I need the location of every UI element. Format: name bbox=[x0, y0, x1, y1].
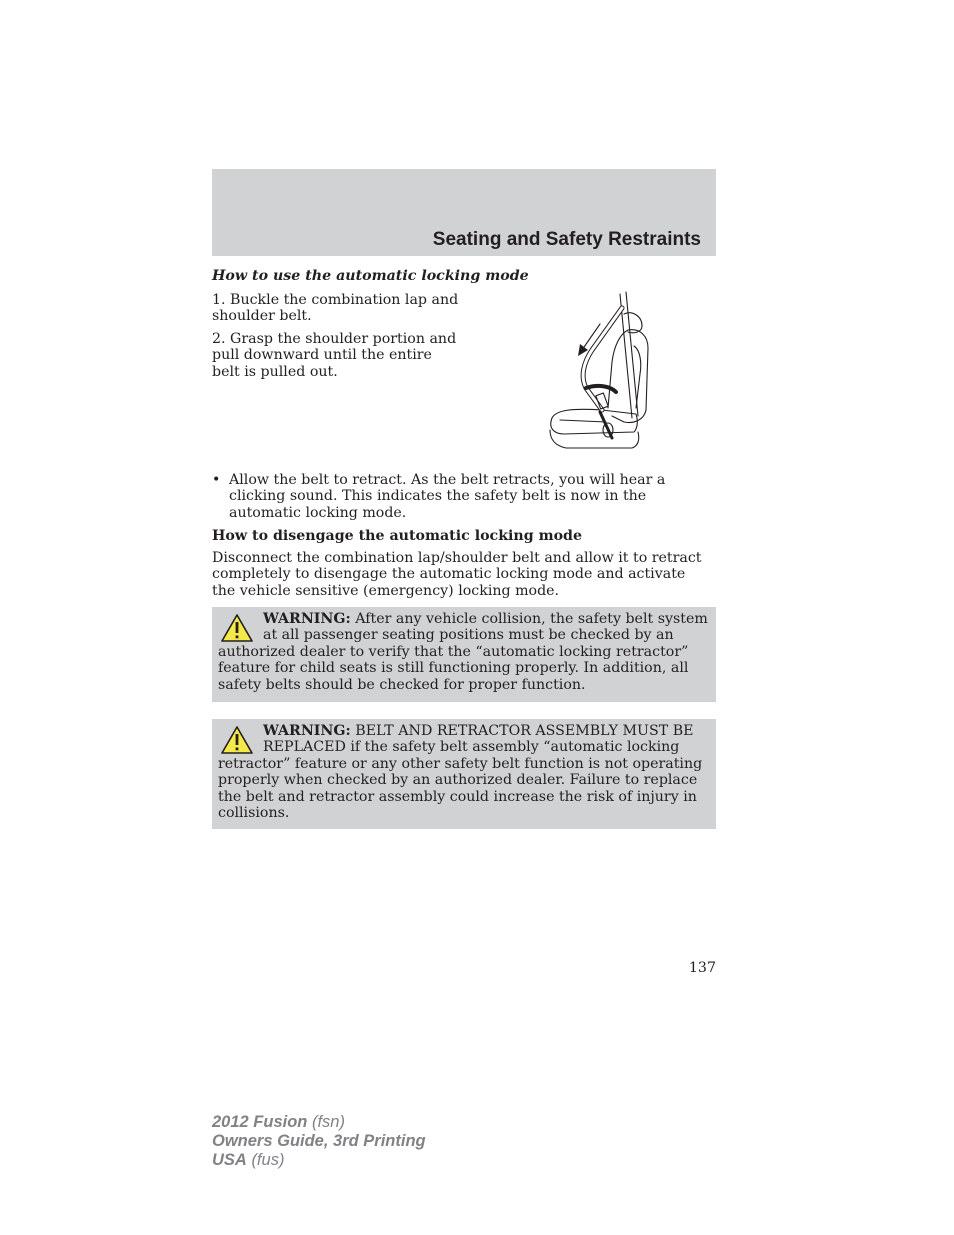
bullet-item bbox=[212, 472, 716, 521]
page-number: 137 bbox=[688, 960, 716, 976]
footer-line-3 bbox=[212, 1151, 426, 1170]
footer-market-code: (fus) bbox=[251, 1151, 285, 1169]
seat-belt-illustration bbox=[542, 290, 654, 458]
footer-market: USA bbox=[212, 1151, 247, 1169]
footer-model: 2012 Fusion bbox=[212, 1113, 308, 1131]
warning-text: After any vehicle collision, the safety belt system at all passenger seating positions must be checked by an authorized dealer to verify that the “automatic locking retractor” feature for child seats is still functioning properly. In addition, all safety belts should be checked for proper function. bbox=[218, 611, 708, 693]
step-1-text: 1. Buckle the combination lap and shoulder belt. bbox=[212, 292, 459, 325]
bullet-text: Allow the belt to retract. As the belt retracts, you will hear a clicking sound. This indicates the safety belt is now in the automatic locking mode. bbox=[229, 472, 666, 521]
section-header-band bbox=[212, 169, 716, 256]
warning-triangle-icon bbox=[220, 725, 254, 755]
disengage-paragraph: Disconnect the combination lap/shoulder belt and allow it to retract completely to disengage the automatic locking mode and activate the vehicle sensitive (emergency) locking mode. bbox=[212, 550, 702, 599]
warning-box-1 bbox=[212, 607, 716, 702]
warning-triangle-icon bbox=[220, 613, 254, 643]
bullet-dot: • bbox=[212, 472, 221, 488]
step-2-text: 2. Grasp the shoulder portion and pull downward until the entire belt is pulled out. bbox=[212, 331, 457, 380]
footer-line-1 bbox=[212, 1113, 426, 1132]
footer-guide-edition: Owners Guide, 3rd Printing bbox=[212, 1132, 426, 1150]
subheading-automatic-locking: How to use the automatic locking mode bbox=[212, 268, 529, 284]
footer-document-info bbox=[212, 1113, 426, 1170]
footer-line-2 bbox=[212, 1132, 426, 1151]
footer-model-code: (fsn) bbox=[311, 1113, 345, 1131]
subheading-disengage: How to disengage the automatic locking mode bbox=[212, 528, 583, 544]
section-title: Seating and Safety Restraints bbox=[432, 229, 701, 250]
warning-label: WARNING: bbox=[263, 723, 351, 739]
warning-text: BELT AND RETRACTOR ASSEMBLY MUST BE REPLACED if the safety belt assembly “automatic locking retractor” feature or any other safety belt function is not operating properly when checked by an authorized dealer. Failure to replace the belt and retractor assembly could increase the risk of injury in collisions. bbox=[218, 723, 703, 822]
warning-label: WARNING: bbox=[263, 611, 351, 627]
warning-box-2 bbox=[212, 719, 716, 829]
